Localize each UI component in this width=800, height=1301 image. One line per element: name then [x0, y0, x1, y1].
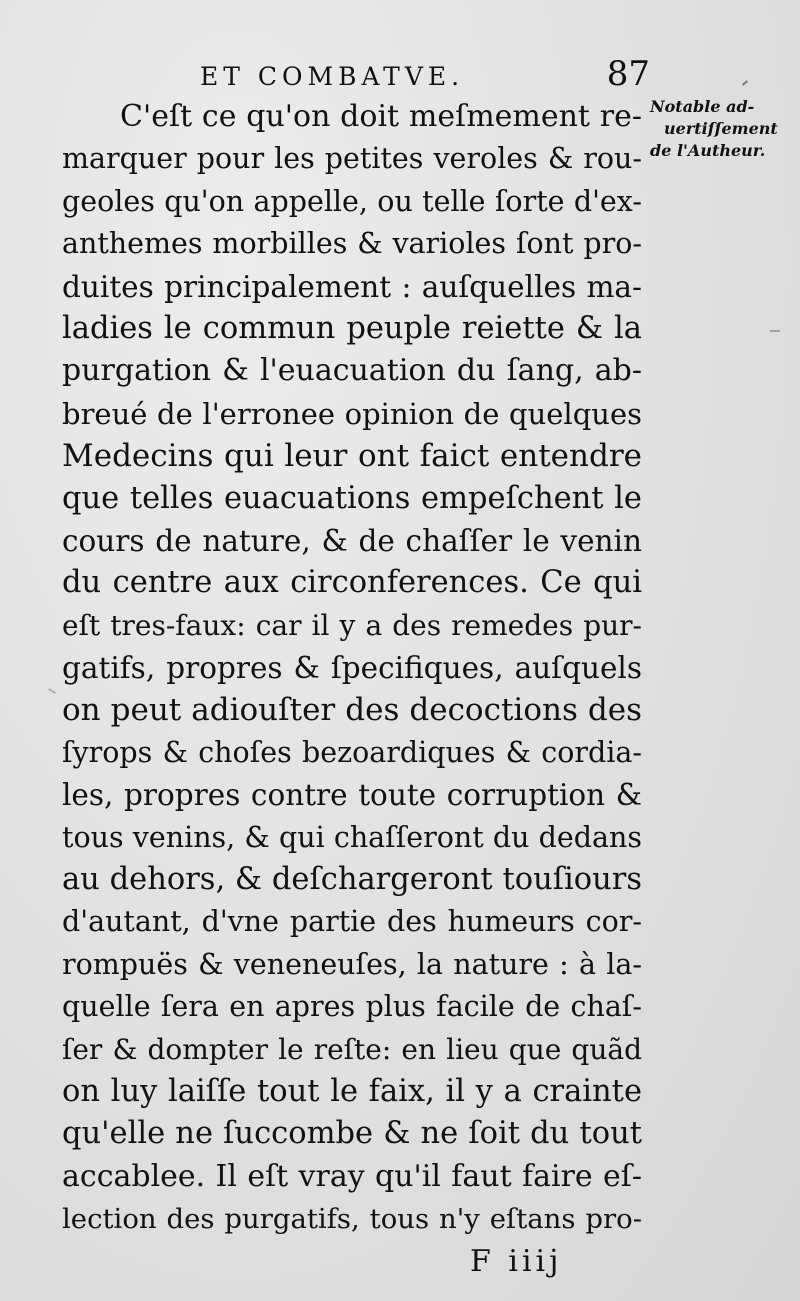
body-text — [62, 96, 642, 1241]
text-line: quelle ſera en apres plus facile de chaſ- — [62, 990, 642, 1024]
margin-note-line: uertiſſement — [664, 119, 778, 138]
text-line: geoles qu'on appelle, ou telle ſorte d'ex- — [62, 184, 642, 218]
ink-speck — [742, 80, 748, 85]
margin-note — [650, 96, 798, 162]
text-line: C'eſt ce qu'on doit meſmement re- — [120, 99, 642, 134]
text-line: lection des purgatifs, tous n'y eſtans pro- — [62, 1203, 642, 1236]
signature-mark: F iiij — [470, 1244, 563, 1279]
text-line: accablee. Il eſt vray qu'il faut faire eſ- — [62, 1158, 642, 1194]
text-line: breué de l'erronee opinion de quelques — [62, 396, 642, 431]
text-line: tous venins, & qui chaſſeront du dedans — [62, 820, 642, 854]
text-line: anthemes morbilles & varioles ſont pro- — [62, 227, 642, 261]
text-line: cours de nature, & de chaſſer le venin — [62, 523, 642, 558]
page-header — [200, 54, 660, 98]
text-line: ſyrops & choſes bezoardiques & cordia- — [62, 735, 642, 769]
text-line: on peut adiouſter des decoctions des — [62, 692, 642, 729]
ink-speck — [770, 330, 780, 332]
text-line: les, propres contre toute corruption & — [62, 778, 642, 813]
text-line: Medecins qui leur ont faict entendre — [62, 438, 642, 475]
text-line: du centre aux circonferences. Ce qui — [62, 565, 642, 601]
text-line: au dehors, & deſchargeront touſiours — [62, 862, 642, 898]
text-line: gatifs, propres & ſpecifiques, auſquels — [62, 651, 642, 686]
text-line: purgation & l'euacuation du ſang, ab- — [62, 353, 642, 389]
text-line: qu'elle ne ſuccombe & ne ſoit du tout — [62, 1116, 642, 1152]
running-head: ET COMBATVE. — [200, 62, 465, 91]
text-line: que telles euacuations empeſchent le — [62, 480, 642, 516]
text-line: ſer & dompter le reſte: en lieu que quãd — [62, 1032, 642, 1066]
text-line: eſt tres-faux: car il y a des remedes pur- — [62, 608, 642, 642]
text-line: duites principalement : auſquelles ma- — [62, 269, 642, 304]
text-line: on luy laiſſe tout le faix, il y a crainte — [62, 1073, 642, 1109]
ink-speck — [48, 688, 56, 694]
text-line: ladies le commun peuple reiette & la — [62, 310, 642, 346]
text-line: rompuës & veneneuſes, la nature : à la- — [62, 947, 642, 981]
text-line: marquer pour les petites veroles & rou- — [62, 142, 642, 176]
page-number: 87 — [606, 54, 650, 94]
text-line: d'autant, d'vne partie des humeurs cor- — [62, 905, 642, 939]
margin-note-line: Notable ad- — [650, 97, 755, 116]
margin-note-line: de l'Autheur. — [650, 141, 766, 160]
